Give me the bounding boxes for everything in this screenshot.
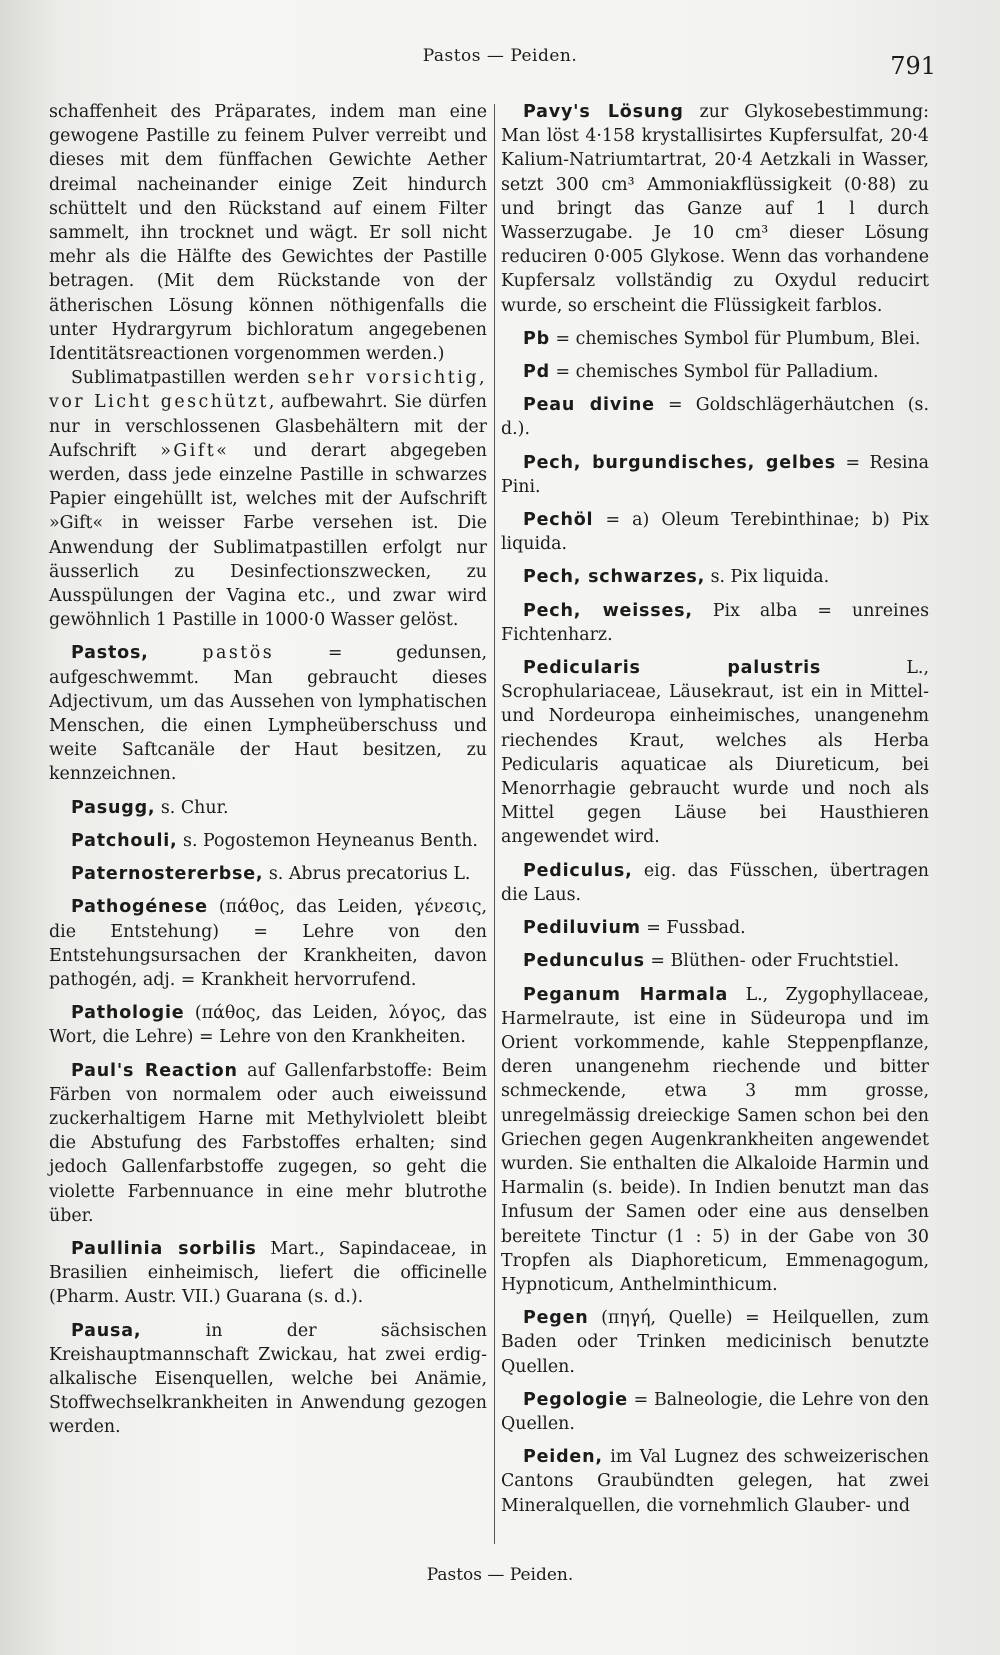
entry-peau-divine: Peau divine = Goldschlägerhäutchen (s. d.).	[501, 395, 929, 440]
lemma: Pausa,	[71, 1320, 142, 1341]
entry-pechoel: Pechöl = a) Oleum Terebinthinae; b) Pix liquida.	[501, 510, 929, 555]
entry-pedunculus: Pedunculus = Blüthen- oder Fruchtstiel.	[523, 951, 900, 972]
entry-pausa: Pausa, in der sächsischen Kreishauptmannschaft Zwickau, hat zwei erdig-alkalische Eisenquellen, welche bei Anämie, Stoffwechselkrankheiten in Anwendung gezogen werden.	[49, 1320, 487, 1438]
lemma: Pedunculus	[523, 951, 645, 972]
entry-pathologie: Pathologie (πάθος, das Leiden, λόγος, das Wort, die Lehre) = Lehre von den Krankheiten.	[49, 1003, 487, 1048]
lemma: Paul's Reaction	[71, 1060, 238, 1081]
entry-paullinia-sorbilis: Paullinia sorbilis Mart., Sapindaceae, in Brasilien einheimisch, liefert die officinelle (Pharm. Austr. VII.) Guarana (s. d.).	[49, 1238, 487, 1308]
entry-pech-burgundisches: Pech, burgundisches, gelbes = Resina Pini.	[501, 452, 929, 497]
lemma: Pastos,	[71, 643, 149, 664]
lemma: Peganum Harmala	[523, 984, 729, 1005]
lemma: Pediluvium	[523, 918, 641, 939]
emphasis-gift: »Gift«	[160, 440, 230, 461]
entry-pb: Pb = chemisches Symbol für Plumbum, Blei.	[523, 328, 921, 349]
entry-pasugg: Pasugg, s. Chur.	[71, 797, 229, 818]
lemma: Peau divine	[523, 395, 655, 416]
entry-pegen: Pegen (πηγή, Quelle) = Heilquellen, zum Baden oder Trinken medicinisch benutzte Quellen.	[501, 1308, 929, 1377]
entry-peganum-harmala: Peganum Harmala L., Zygophyllaceae, Harmelraute, ist eine in Südeuropa und im Orient vorkommende, kahle Steppenpflanze, deren unangenehm riechende und bitter schmeckende, etwa 3 mm grosse, unregelmässig dreieckige Samen schon bei den Griechen gegen Augenkrankheiten angewendet wurden. Sie enthalten die Alkaloide Harmin und Harmalin (s. beide). In Indien benutzt man das Infusum der Samen oder eine aus denselben bereitete Tinctur (1 : 5) in der Gabe von 30 Tropfen als Diaphoreticum, Emmenagogum, Hypnoticum, Anthelminthicum.	[501, 984, 929, 1295]
lemma: Pechöl	[523, 510, 594, 531]
lemma: Pediculus,	[523, 860, 633, 881]
right-column	[501, 100, 929, 1518]
lemma: Peiden,	[523, 1447, 603, 1468]
lemma: Pavy's Lösung	[523, 102, 684, 122]
page-number: 791	[890, 52, 936, 80]
entry-pech-schwarzes: Pech, schwarzes, s. Pix liquida.	[523, 567, 830, 588]
continuation-paragraph-storage: Sublimatpastillen werden sehr vorsichtig, vor Licht geschützt, aufbewahrt. Sie dürfen nur in verschlossenen Glasbehältern mit der Aufschrift »Gift« und derart abgegeben werden, dass jede einzelne Pastille in schwarzes Papier eingehüllt ist, welches mit der Aufschrift »Gift« in weisser Farbe versehen ist. Die Anwendung der Sublimatpastillen erfolgt nur äusserlich zu Desinfectionszwecken, zu Ausspülungen der Vagina etc., und zwar wird gewöhnlich 1 Pastille in 1000·0 Wasser gelöst.	[49, 368, 487, 631]
lemma: Pasugg,	[71, 797, 156, 818]
entry-pegologie: Pegologie = Balneologie, die Lehre von den Quellen.	[501, 1389, 929, 1434]
lemma: Patchouli,	[71, 830, 178, 851]
lemma: Pb	[523, 328, 550, 349]
entry-pedicularis-palustris: Pedicularis palustris L., Scrophulariaceae, Läusekraut, ist ein in Mittel- und Nordeuropa einheimisches, unangenehm riechendes Kraut, welches als Herba Pedicularis aquaticae als Diureticum, bei Menorrhagie gebraucht wurde und noch als Mittel gegen Läuse bei Hausthieren angewendet wird.	[501, 658, 929, 848]
running-head: Pastos — Peiden.	[422, 46, 578, 66]
entry-pauls-reaction: Paul's Reaction auf Gallenfarbstoffe: Beim Färben von normalem oder auch eiweissund zuckerhaltigem Harne mit Methylviolett bleibt die Abstufung des Farbstoffes erhalten; sind jedoch Gallenfarbstoffe zugegen, so geht die violette Farbennuance in eine mehr blutrothe über.	[49, 1060, 487, 1226]
entry-pech-weisses: Pech, weisses, Pix alba = unreines Fichtenharz.	[501, 600, 929, 645]
lemma: Paternostererbse,	[71, 864, 264, 885]
continuation-paragraph: schaffenheit des Präparates, indem man eine gewogene Pastille zu feinem Pulver verreibt und dieses mit dem fünffachen Gewichte Aether dreimal nacheinander einige Zeit hindurch schüttelt und den Rückstand auf einem Filter sammelt, ihn trocknet und wägt. Er soll nicht mehr als die Hälfte des Gewichtes der Pastille betragen. (Mit dem Rückstande von der ätherischen Lösung können nöthigenfalls die unter Hydrargyrum bichloratum angegebenen Identitätsreactionen vorgenommen werden.)	[49, 102, 487, 365]
entry-paternostererbse: Paternostererbse, s. Abrus precatorius L.	[71, 864, 471, 885]
running-foot: Pastos — Peiden.	[426, 1565, 574, 1585]
entry-pavys-loesung: Pavy's Lösung zur Glykosebestimmung: Man löst 4·158 krystallisirtes Kupfersulfat, 20·4 Kalium-Natriumtartrat, 20·4 Aetzkali in Wasser, setzt 300 cm³ Ammoniakflüssigkeit (0·88) zu und bringt das Ganze auf 1 l durch Wasserzugabe. Je 10 cm³ dieser Lösung reduciren 0·005 Glykose. Wenn das vorhandene Kupfersalz vollständig zu Oxydul reducirt wurde, so erscheint die Flüssigkeit farblos.	[501, 102, 929, 316]
lemma: Paullinia sorbilis	[71, 1238, 257, 1259]
entry-pathogenese: Pathogénese (πάθος, das Leiden, γένεσις, die Entstehung) = Lehre von den Entstehungsursachen der Krankheiten, davon pathogén, adj. = Krankheit hervorrufend.	[49, 897, 487, 990]
lemma: Pathogénese	[71, 897, 208, 918]
column-divider	[494, 104, 495, 1544]
lemma: Pegologie	[523, 1389, 628, 1410]
left-column	[49, 100, 487, 1440]
lemma: Pd	[523, 362, 550, 383]
lemma: Pedicularis palustris	[523, 658, 822, 679]
entry-pd: Pd = chemisches Symbol für Palladium.	[523, 362, 879, 383]
emphasis-spaced: sehr vorsichtig, vor Licht geschützt	[49, 368, 487, 413]
lemma: Pegen	[523, 1308, 589, 1329]
entry-pastos: Pastos, pastös = gedunsen, aufgeschwemmt. Man gebraucht dieses Adjectivum, um das Aussehen von lymphatischen Menschen, die einen Lympheüberschuss und weite Saftcanäle der Haut besitzen, zu kennzeichnen.	[49, 643, 488, 785]
entry-pediluvium: Pediluvium = Fussbad.	[523, 918, 746, 939]
lemma: Pech, burgundisches, gelbes	[523, 452, 836, 473]
lemma: Pech, schwarzes,	[523, 567, 706, 588]
lemma: Pathologie	[71, 1003, 185, 1024]
entry-peiden: Peiden, im Val Lugnez des schweizerischen Cantons Graubündten gelegen, hat zwei Mineralquellen, die vornehmlich Glauber- und	[501, 1447, 929, 1516]
lemma: Pech, weisses,	[523, 600, 693, 621]
entry-pediculus: Pediculus, eig. das Füsschen, übertragen die Laus.	[501, 860, 929, 905]
entry-patchouli: Patchouli, s. Pogostemon Heyneanus Benth.	[71, 830, 478, 851]
